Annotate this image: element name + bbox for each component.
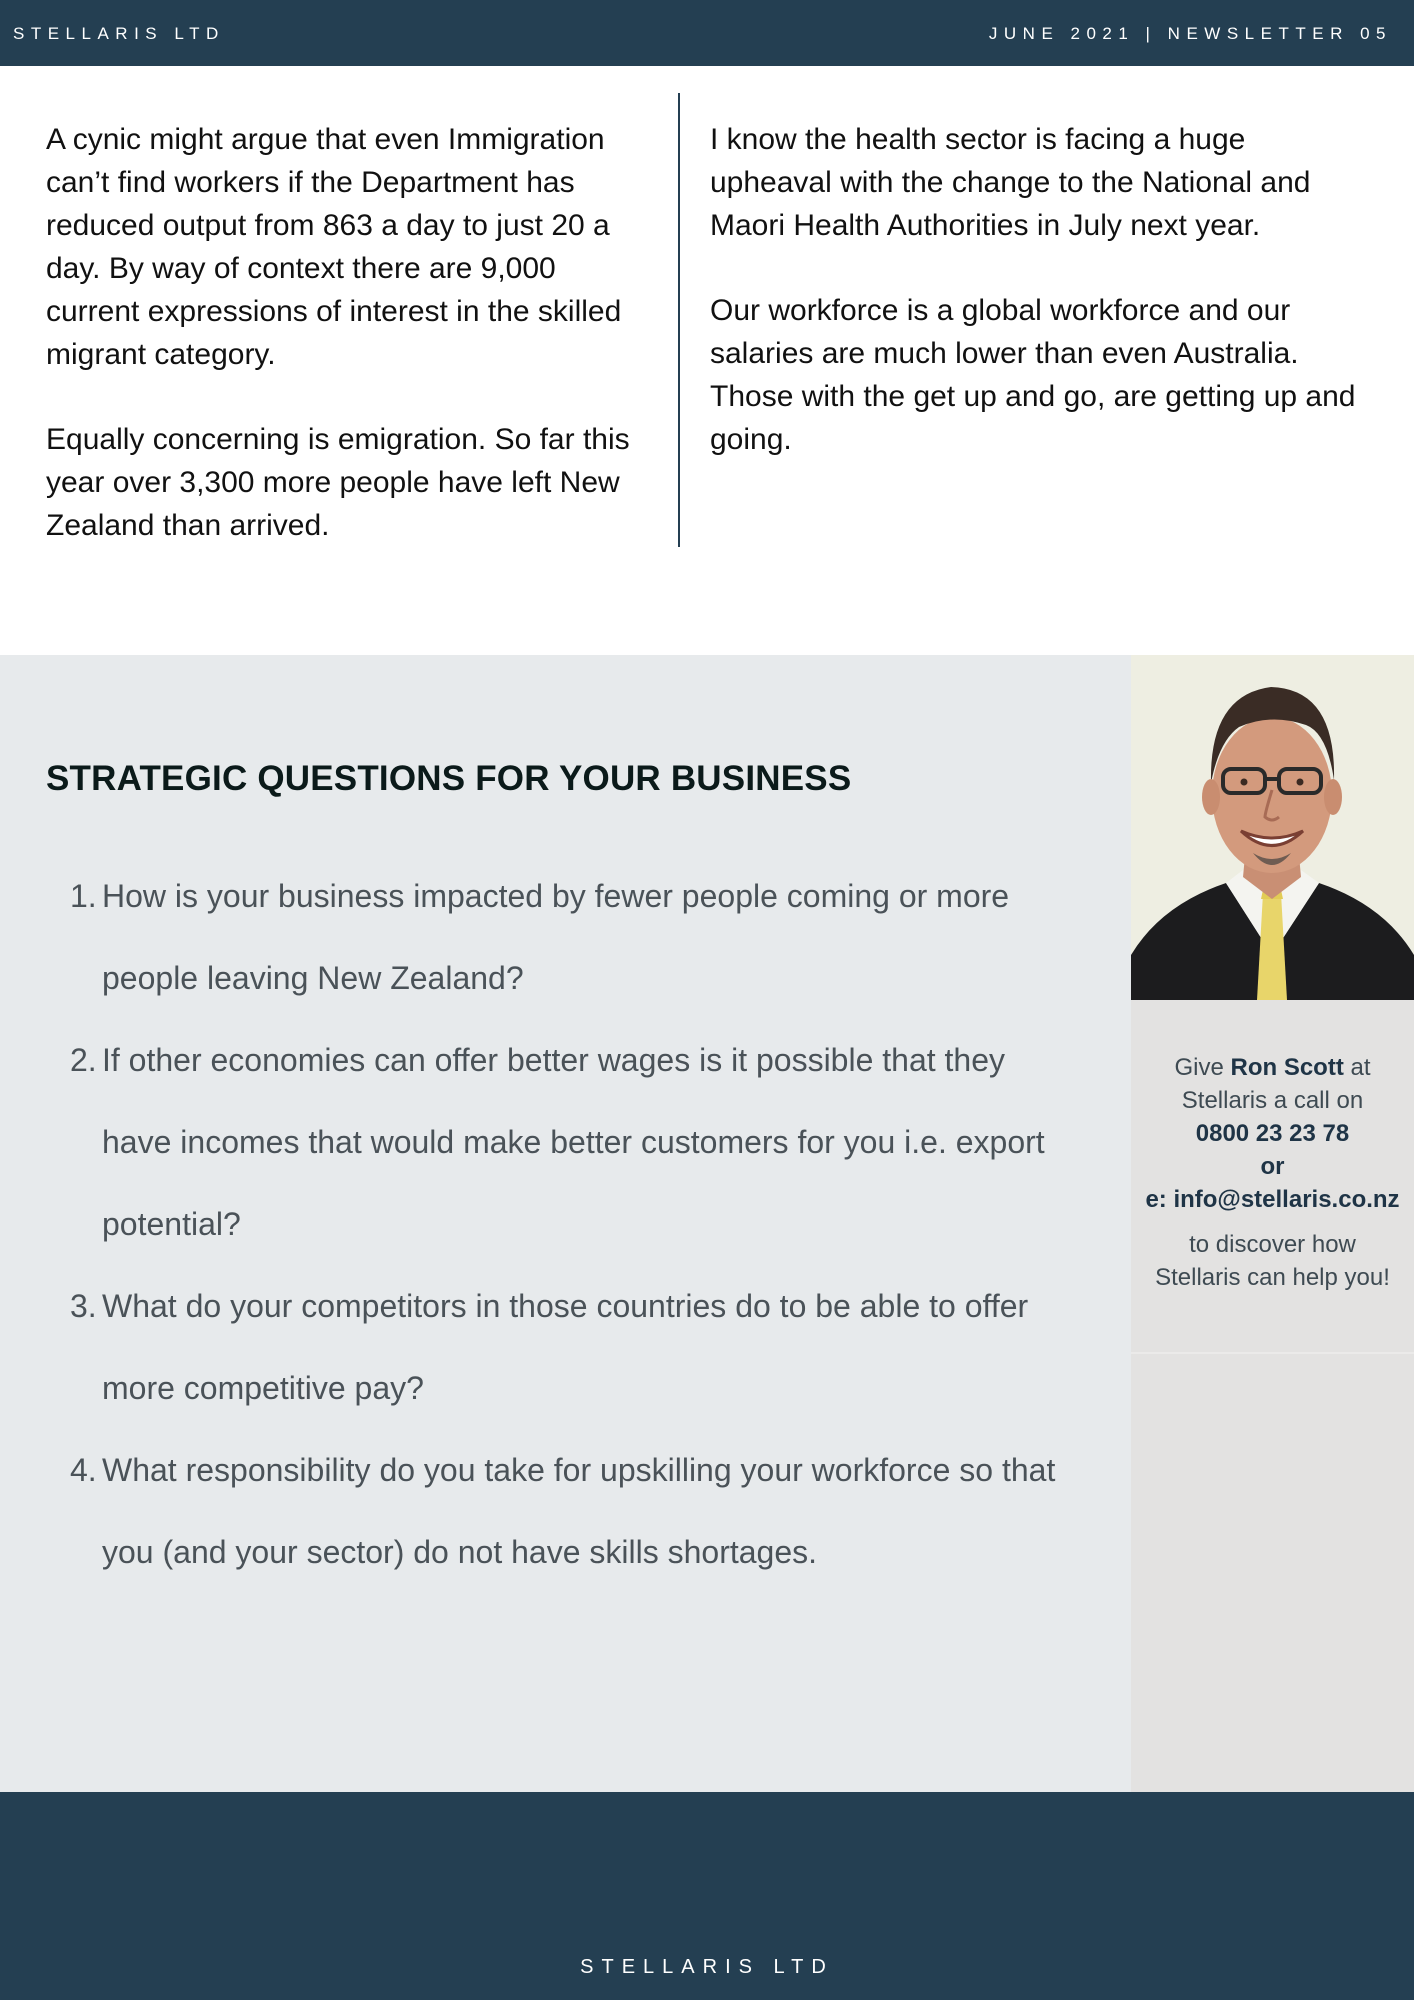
portrait-photo	[1131, 655, 1414, 1000]
question-text: What do your competitors in those countries do to be able to offer more competitive pay?	[102, 1288, 1029, 1406]
question-number: 3.	[70, 1288, 97, 1324]
give-text: Give	[1174, 1054, 1224, 1081]
intro-left-paragraph-1: A cynic might argue that even Immigration can’t find workers if the Department has reduced output from 863 a day to just 20 a day. By way of context there are 9,000 current expressions of interest in the skilled migrant category.	[46, 123, 622, 371]
question-item	[0, 1019, 1131, 1265]
contact-sidebar	[1131, 655, 1414, 1792]
footer-brand: STELLARIS LTD	[580, 1956, 834, 1978]
question-number: 4.	[70, 1452, 97, 1488]
person-portrait-icon	[1131, 655, 1414, 1000]
question-item	[0, 1429, 1131, 1593]
at-text: at	[1350, 1054, 1371, 1081]
phone-number[interactable]: 0800 23 23 78	[1195, 1120, 1350, 1147]
questions-section	[0, 655, 1131, 1792]
question-text: How is your business impacted by fewer people coming or more people leaving New Zealand?	[102, 878, 1010, 996]
email-link[interactable]: e: info@stellaris.co.nz	[1145, 1186, 1400, 1213]
contact-name: Ron Scott	[1230, 1054, 1344, 1081]
cta-line-1: to discover how	[1189, 1231, 1356, 1258]
intro-right-paragraph-2: Our workforce is a global workforce and our salaries are much lower than even Australia. Those with the get up and go, are getting up and going.	[710, 294, 1356, 456]
header-brand: STELLARIS LTD	[13, 24, 225, 43]
or-text: or	[1260, 1153, 1285, 1180]
question-item	[0, 855, 1131, 1019]
header-issue: JUNE 2021 | NEWSLETTER 05	[988, 24, 1392, 43]
contact-line-2: Stellaris a call on	[1181, 1087, 1364, 1114]
sidebar-separator	[1131, 1352, 1414, 1354]
question-text: What responsibility do you take for upskilling your workforce so that you (and your sector) do not have skills shortages.	[102, 1452, 1056, 1570]
contact-block	[1131, 1051, 1414, 1294]
question-item	[0, 1265, 1131, 1429]
cta-line-2: Stellaris can help you!	[1155, 1264, 1390, 1291]
intro-left-paragraph-2: Equally concerning is emigration. So far this year over 3,300 more people have left New Zealand than arrived.	[46, 423, 630, 542]
intro-right-column	[710, 118, 1360, 503]
question-number: 1.	[70, 878, 97, 914]
header-bar	[0, 0, 1414, 66]
footer-bar	[0, 1792, 1414, 2000]
question-list	[0, 855, 1131, 1593]
intro-left-column	[46, 118, 646, 589]
contact-line-1	[1131, 1051, 1414, 1084]
question-text: If other economies can offer better wages is it possible that they have incomes that would make better customers for you i.e. export potential?	[102, 1042, 1045, 1242]
section-title: STRATEGIC QUESTIONS FOR YOUR BUSINESS	[46, 759, 852, 798]
column-divider	[678, 93, 680, 547]
intro-right-paragraph-1: I know the health sector is facing a huge upheaval with the change to the National and Maori Health Authorities in July next year.	[710, 123, 1311, 242]
spacer	[1131, 1216, 1414, 1228]
question-number: 2.	[70, 1042, 97, 1078]
